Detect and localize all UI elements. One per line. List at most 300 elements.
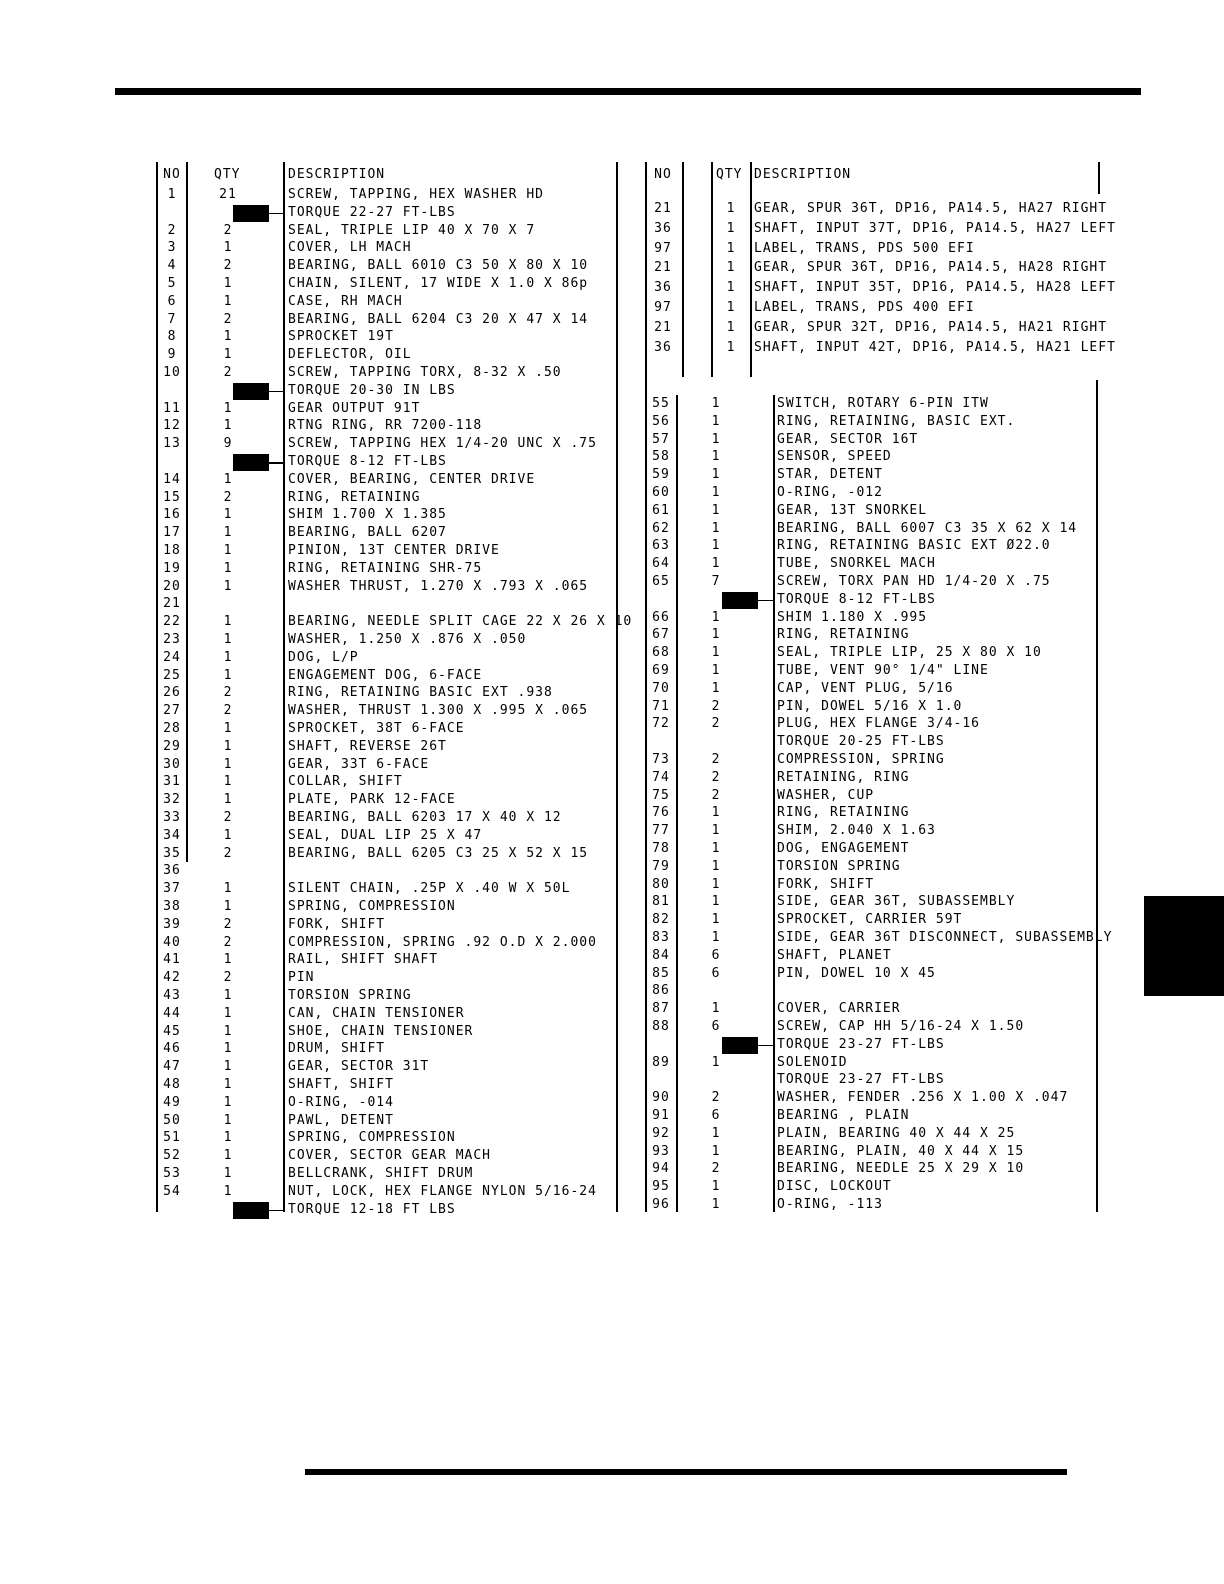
table-row-qty: 1 [711,1143,721,1159]
table-row-no: 78 [652,840,670,857]
table-row-qty: 1 [223,952,233,968]
table-row-qty: 1 [726,260,736,276]
table-row-description: SHAFT, REVERSE 26T [288,738,447,755]
table-row-no: 95 [652,1178,670,1195]
table-row-no: 23 [163,631,181,648]
table-row-no: 87 [652,1000,670,1017]
table-row-no: 39 [163,916,181,933]
table-row-qty: 1 [223,613,233,630]
table-row-no: 63 [652,538,670,554]
table-row-description: COLLAR, SHIFT [288,774,403,790]
table-row-qty: 1 [223,649,233,666]
table-row-description: DOG, L/P [288,649,359,666]
bottom-rule [305,1469,1067,1475]
table-row-no: 74 [652,769,670,786]
table-row-no: 93 [652,1143,670,1159]
table-row-no: 9 [167,346,177,363]
table-row-no: 52 [163,1147,181,1164]
table-row-description: DISC, LOCKOUT [777,1178,892,1195]
table-row-no: 85 [652,965,670,981]
table-row-no: 49 [163,1094,181,1111]
table-row-qty: 1 [223,720,233,737]
table-row-no: 57 [652,431,670,447]
table-row-description: TORQUE 23-27 FT-LBS [777,1072,945,1088]
table-row-description: COVER, LH MACH [288,240,412,256]
table-row-qty: 1 [223,880,233,897]
table-row-no: 21 [163,596,181,612]
table-row-qty: 1 [223,987,233,1004]
table-row-no: 72 [652,716,670,732]
table-row-description: SEAL, TRIPLE LIP, 25 X 80 X 10 [777,644,1042,661]
torque-leader-line [758,600,774,602]
table-row-description: LABEL, TRANS, PDS 500 EFI [754,240,975,256]
right-table-divider [676,395,678,1212]
table-row-description: SEAL, DUAL LIP 25 X 47 [288,827,483,844]
table-row-description: WASHER, 1.250 X .876 X .050 [288,631,527,648]
table-row-qty: 1 [223,667,233,683]
table-row-description: SHIM 1.180 X .995 [777,609,928,625]
table-row-no: 40 [163,934,181,950]
table-row-qty: 1 [726,299,736,316]
table-row-description: SPRING, COMPRESSION [288,898,456,915]
table-row-qty: 2 [223,311,233,327]
table-row-description: GEAR, 13T SNORKEL [777,502,928,519]
table-row-description: RING, RETAINING, BASIC EXT. [777,413,1016,430]
table-row-qty: 2 [223,364,233,381]
table-row-qty: 2 [223,916,233,933]
table-row-description: CAN, CHAIN TENSIONER [288,1005,465,1022]
table-row-no: 71 [652,698,670,714]
table-row-no: 30 [163,756,181,772]
table-row-qty: 1 [223,275,233,292]
table-row-description: RING, RETAINING [288,489,421,505]
table-row-description: GEAR, SECTOR 31T [288,1058,430,1075]
table-row-description: FORK, SHIFT [777,876,875,892]
table-row-qty: 1 [223,471,233,488]
table-row-qty: 1 [223,400,233,416]
table-row-no: 66 [652,609,670,625]
table-row-description: WASHER, FENDER .256 X 1.00 X .047 [777,1089,1069,1106]
table-row-no: 76 [652,805,670,821]
left-table-divider [283,162,285,1212]
table-row-no: 53 [163,1165,181,1182]
table-row-qty: 6 [711,965,721,981]
table-row-qty: 1 [711,538,721,554]
table-row-qty: 1 [223,898,233,915]
table-row-description: PAWL, DETENT [288,1112,394,1128]
table-row-qty: 2 [711,1089,721,1106]
table-row-no: 18 [163,542,181,559]
table-row-description: DOG, ENGAGEMENT [777,840,910,857]
table-row-description: GEAR, SPUR 36T, DP16, PA14.5, HA28 RIGHT [754,260,1108,276]
table-row-description: SHAFT, INPUT 37T, DP16, PA14.5, HA27 LEFT [754,220,1116,237]
table-row-description: SOLENOID [777,1054,848,1070]
torque-leader-line [269,462,285,464]
table-row-description: SCREW, TAPPING HEX 1/4-20 UNC X .75 [288,435,597,452]
table-row-no: 20 [163,578,181,594]
table-row-qty: 1 [223,1183,233,1200]
table-row-no: 22 [163,613,181,630]
table-row-qty: 1 [726,240,736,256]
table-row-qty: 1 [711,662,721,679]
table-row-no: 84 [652,947,670,964]
table-row-description: RING, RETAINING BASIC EXT Ø22.0 [777,538,1051,554]
table-row-qty: 2 [223,702,233,719]
table-row-qty: 2 [711,751,721,768]
table-row-description: O-RING, -014 [288,1094,394,1111]
table-row-no: 19 [163,560,181,577]
table-row-qty: 1 [223,774,233,790]
table-row-qty: 1 [711,413,721,430]
table-row-no: 27 [163,702,181,719]
table-row-description: COVER, BEARING, CENTER DRIVE [288,471,536,488]
table-row-qty: 1 [223,1147,233,1164]
table-row-description: WASHER, THRUST 1.300 X .995 X .065 [288,702,589,719]
table-row-qty: 1 [223,1023,233,1039]
table-row-qty: 1 [711,555,721,572]
table-row-no: 80 [652,876,670,892]
table-row-description: BEARING, BALL 6207 [288,524,447,541]
torque-marker [233,383,269,400]
table-row-qty: 1 [223,1005,233,1022]
table-row-qty: 1 [711,1000,721,1017]
table-row-no: 3 [167,240,177,256]
table-row-qty: 1 [223,1076,233,1093]
table-row-description: SPROCKET, 38T 6-FACE [288,720,465,737]
table-row-no: 50 [163,1112,181,1128]
table-row-qty: 1 [711,466,721,483]
table-row-qty: 1 [711,805,721,821]
table-row-qty: 2 [711,787,721,803]
table-row-description: BEARING, PLAIN, 40 X 44 X 15 [777,1143,1025,1159]
table-row-no: 26 [163,685,181,701]
table-row-no: 59 [652,466,670,483]
table-row-no: 36 [654,279,672,296]
table-row-no: 13 [163,435,181,452]
torque-leader-line [269,391,285,393]
table-row-no: 82 [652,911,670,928]
table-row-qty: 1 [711,680,721,697]
table-row-description: TORQUE 23-27 FT-LBS [777,1036,945,1053]
table-row-no: 54 [163,1183,181,1200]
table-row-qty: 1 [223,756,233,772]
table-row-qty: 1 [711,1178,721,1195]
table-row-description: GEAR, SPUR 36T, DP16, PA14.5, HA27 RIGHT [754,200,1108,217]
table-row-no: 6 [167,293,177,310]
table-row-no: 10 [163,364,181,381]
table-row-qty: 1 [711,894,721,910]
table-row-description: DRUM, SHIFT [288,1041,386,1057]
table-row-description: TUBE, VENT 90° 1/4" LINE [777,662,989,679]
table-row-qty: 1 [711,644,721,661]
table-row-description: WASHER THRUST, 1.270 X .793 X .065 [288,578,589,594]
table-row-no: 14 [163,471,181,488]
table-row-no: 62 [652,520,670,536]
table-row-description: PINION, 13T CENTER DRIVE [288,542,500,559]
table-row-qty: 1 [711,1125,721,1142]
table-row-no: 7 [167,311,177,327]
torque-leader-line [269,1210,285,1212]
right-table-divider [750,162,752,377]
table-row-no: 94 [652,1161,670,1177]
top-rule [115,88,1141,95]
column-header-qty: QTY [716,166,743,183]
table-row-description: TORQUE 20-25 FT-LBS [777,733,945,750]
table-row-no: 21 [654,319,672,336]
table-row-qty: 1 [711,929,721,946]
table-row-description: TORQUE 22-27 FT-LBS [288,204,456,221]
table-row-no: 24 [163,649,181,666]
table-row-no: 51 [163,1130,181,1146]
table-row-description: PLAIN, BEARING 40 X 44 X 25 [777,1125,1016,1142]
table-row-no: 75 [652,787,670,803]
table-row-description: SHOE, CHAIN TENSIONER [288,1023,474,1039]
table-row-description: TORQUE 12-18 FT LBS [288,1201,456,1217]
table-row-qty: 2 [223,222,233,238]
table-row-description: TORSION SPRING [777,858,901,875]
table-row-qty: 1 [223,1094,233,1111]
table-row-no: 36 [654,339,672,355]
table-row-no: 90 [652,1089,670,1106]
table-row-description: DEFLECTOR, OIL [288,346,412,363]
table-row-no: 35 [163,845,181,861]
table-row-no: 36 [654,220,672,237]
table-row-qty: 1 [223,507,233,523]
table-row-description: SILENT CHAIN, .25P X .40 W X 50L [288,880,571,897]
table-row-no: 28 [163,720,181,737]
table-row-description: SEAL, TRIPLE LIP 40 X 70 X 7 [288,222,536,238]
table-row-qty: 1 [711,876,721,892]
table-row-description: TUBE, SNORKEL MACH [777,555,936,572]
table-row-qty: 1 [711,609,721,625]
table-row-no: 37 [163,880,181,897]
table-row-no: 46 [163,1041,181,1057]
table-row-description: CASE, RH MACH [288,293,403,310]
table-row-no: 25 [163,667,181,683]
table-row-qty: 1 [223,1058,233,1075]
right-table-divider [711,162,713,377]
table-row-no: 96 [652,1196,670,1213]
table-row-description: SHAFT, INPUT 42T, DP16, PA14.5, HA21 LEFT [754,339,1116,355]
table-row-description: RTNG RING, RR 7200-118 [288,418,483,434]
table-row-qty: 1 [711,858,721,875]
table-row-description: SCREW, TORX PAN HD 1/4-20 X .75 [777,573,1051,590]
column-header-no: NO [654,166,672,183]
table-row-description: COVER, SECTOR GEAR MACH [288,1147,492,1164]
table-row-no: 86 [652,983,670,999]
table-row-no: 97 [654,240,672,256]
table-row-no: 8 [167,329,177,345]
torque-leader-line [269,213,285,215]
column-header-no: NO [163,166,181,183]
table-row-description: RING, RETAINING [777,627,910,643]
table-row-qty: 2 [711,1161,721,1177]
table-row-qty: 1 [223,542,233,559]
table-row-description: CAP, VENT PLUG, 5/16 [777,680,954,697]
table-row-no: 47 [163,1058,181,1075]
column-header-description: DESCRIPTION [288,166,386,183]
table-row-no: 77 [652,822,670,839]
table-row-description: COMPRESSION, SPRING .92 O.D X 2.000 [288,934,597,950]
table-row-qty: 1 [726,220,736,237]
table-row-no: 65 [652,573,670,590]
table-row-description: BELLCRANK, SHIFT DRUM [288,1165,474,1182]
table-row-no: 88 [652,1018,670,1035]
table-row-no: 41 [163,952,181,968]
table-row-description: COMPRESSION, SPRING [777,751,945,768]
table-row-description: WASHER, CUP [777,787,875,803]
table-row-description: PIN [288,969,315,986]
table-row-no: 91 [652,1107,670,1124]
column-header-description: DESCRIPTION [754,166,852,183]
table-row-qty: 1 [223,240,233,256]
table-row-description: BEARING, BALL 6204 C3 20 X 47 X 14 [288,311,589,327]
chapter-tab [1144,896,1224,996]
table-row-description: SIDE, GEAR 36T DISCONNECT, SUBASSEMBLY [777,929,1113,946]
table-row-qty: 1 [223,738,233,755]
table-row-description: O-RING, -012 [777,484,883,501]
table-row-qty: 1 [711,911,721,928]
table-row-qty: 1 [711,822,721,839]
table-row-no: 31 [163,774,181,790]
table-row-no: 4 [167,257,177,274]
table-row-qty: 1 [223,560,233,577]
table-row-no: 64 [652,555,670,572]
table-row-qty: 1 [726,200,736,217]
table-row-description: PIN, DOWEL 10 X 45 [777,965,936,981]
torque-marker [233,454,269,471]
table-row-qty: 2 [711,716,721,732]
table-row-qty: 1 [223,293,233,310]
table-row-no: 1 [167,186,177,203]
table-row-qty: 1 [711,520,721,536]
table-row-qty: 2 [223,489,233,505]
table-row-qty: 1 [711,431,721,447]
table-row-description: O-RING, -113 [777,1196,883,1213]
table-row-description: PIN, DOWEL 5/16 X 1.0 [777,698,963,714]
table-row-qty: 1 [711,484,721,501]
table-row-no: 89 [652,1054,670,1070]
right-table-border [1096,380,1098,1212]
table-row-description: RING, RETAINING [777,805,910,821]
table-row-description: SHIM, 2.040 X 1.63 [777,822,936,839]
table-row-description: ENGAGEMENT DOG, 6-FACE [288,667,483,683]
table-row-no: 43 [163,987,181,1004]
table-row-no: 44 [163,1005,181,1022]
table-row-no: 16 [163,507,181,523]
table-row-no: 2 [167,222,177,238]
table-row-qty: 21 [219,186,237,203]
table-row-qty: 1 [711,1054,721,1070]
table-row-description: NUT, LOCK, HEX FLANGE NYLON 5/16-24 [288,1183,597,1200]
table-row-no: 21 [654,200,672,217]
table-row-no: 12 [163,418,181,434]
table-row-qty: 1 [711,395,721,412]
table-row-no: 58 [652,449,670,465]
table-row-qty: 1 [223,524,233,541]
table-row-description: RING, RETAINING BASIC EXT .938 [288,685,553,701]
table-row-qty: 2 [711,769,721,786]
table-row-description: SCREW, TAPPING, HEX WASHER HD [288,186,544,203]
table-row-qty: 1 [711,627,721,643]
table-row-no: 81 [652,894,670,910]
table-row-description: BEARING, NEEDLE SPLIT CAGE 22 X 26 X 10 [288,613,633,630]
table-row-no: 55 [652,395,670,412]
table-row-qty: 2 [223,809,233,826]
table-row-qty: 6 [711,1018,721,1035]
table-row-qty: 1 [223,1130,233,1146]
table-row-description: SPROCKET, CARRIER 59T [777,911,963,928]
torque-marker [233,205,269,222]
table-row-no: 70 [652,680,670,697]
column-header-qty: QTY [214,166,241,183]
table-row-no: 48 [163,1076,181,1093]
right-table-divider [682,162,684,377]
table-row-no: 17 [163,524,181,541]
table-row-no: 38 [163,898,181,915]
right-table-divider [773,395,775,1212]
table-row-description: TORQUE 8-12 FT-LBS [777,591,936,608]
table-row-description: SHIM 1.700 X 1.385 [288,507,447,523]
table-row-description: BEARING, BALL 6010 C3 50 X 80 X 10 [288,257,589,274]
table-row-description: LABEL, TRANS, PDS 400 EFI [754,299,975,316]
table-row-description: RETAINING, RING [777,769,910,786]
torque-marker [722,592,758,609]
table-row-description: GEAR, SECTOR 16T [777,431,919,447]
table-row-qty: 1 [726,319,736,336]
table-row-no: 45 [163,1023,181,1039]
table-row-qty: 1 [223,1165,233,1182]
table-row-qty: 1 [223,578,233,594]
table-row-no: 61 [652,502,670,519]
table-row-no: 29 [163,738,181,755]
table-row-qty: 1 [223,827,233,844]
table-row-description: TORQUE 20-30 IN LBS [288,382,456,399]
table-row-qty: 1 [223,631,233,648]
table-row-no: 33 [163,809,181,826]
table-row-no: 42 [163,969,181,986]
torque-marker [722,1037,758,1054]
table-row-qty: 1 [223,1041,233,1057]
table-row-qty: 6 [711,1107,721,1124]
table-row-description: STAR, DETENT [777,466,883,483]
table-row-description: BEARING, BALL 6203 17 X 40 X 12 [288,809,562,826]
table-row-qty: 2 [223,845,233,861]
table-row-no: 11 [163,400,181,416]
table-row-no: 60 [652,484,670,501]
table-row-description: COVER, CARRIER [777,1000,901,1017]
table-row-description: GEAR OUTPUT 91T [288,400,421,416]
table-row-no: 56 [652,413,670,430]
table-row-qty: 1 [726,339,736,355]
table-row-description: SIDE, GEAR 36T, SUBASSEMBLY [777,894,1016,910]
table-row-no: 69 [652,662,670,679]
table-row-description: BEARING, NEEDLE 25 X 29 X 10 [777,1161,1025,1177]
table-row-no: 83 [652,929,670,946]
left-table-border [616,162,618,1212]
table-row-qty: 2 [223,934,233,950]
table-row-qty: 2 [223,685,233,701]
table-row-qty: 9 [223,435,233,452]
table-row-description: SPRING, COMPRESSION [288,1130,456,1146]
table-row-description: TORQUE 8-12 FT-LBS [288,453,447,470]
table-row-qty: 1 [711,449,721,465]
table-row-qty: 1 [223,418,233,434]
table-row-qty: 7 [711,573,721,590]
table-row-description: SENSOR, SPEED [777,449,892,465]
table-row-description: GEAR, 33T 6-FACE [288,756,430,772]
table-row-qty: 1 [223,791,233,808]
